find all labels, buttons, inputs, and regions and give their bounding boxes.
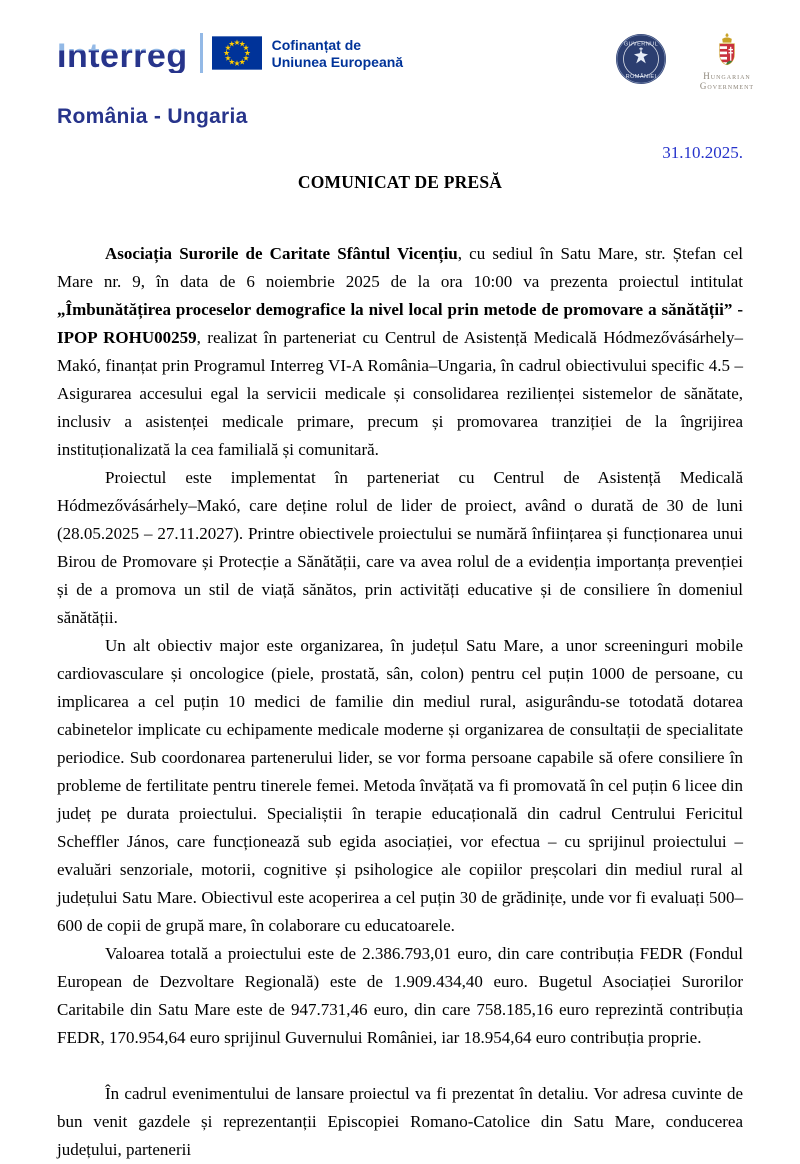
gov-romania-seal-icon (615, 33, 667, 85)
program-name: România - Ungaria (57, 105, 248, 128)
gov-hungary-label-line1: Hungarian (703, 71, 751, 81)
gov-hungary-arms-icon (715, 33, 739, 67)
eu-cofinance-label (272, 35, 403, 71)
intro-text-2: , realizat în parteneriat cu Centrul de Asistență Medicală Hódmezővásárhely–Makó, finanțat prin Programul Interreg VI-A România–Ungaria, în cadrul obiectivului specific 4.5 – Asigurarea accesului egal la servicii medicale și consolidarea rezilienței sistemelor de sănătate, inclusiv a asistenței medicale primare, precum și promovarea tranziției de la îngrijirea instituționalizată la cea familială și comunitară. (57, 328, 744, 459)
lockup-divider (200, 33, 203, 73)
interreg-eu-lockup (57, 33, 403, 73)
brand-row (57, 33, 765, 91)
document-content (0, 143, 800, 1164)
eu-flag-icon (212, 36, 262, 70)
organization-name: Asociația Surorile de Caritate Sfântul Vicențiu (105, 244, 458, 263)
gov-hungary-logo (691, 33, 763, 91)
government-logos (615, 33, 765, 91)
paragraph-launch-event: În cadrul evenimentului de lansare proiectul va fi prezentat în detaliu. Vor adresa cuvinte de bun venit gazdele și reprezentanții Episcopiei Romano-Catolice din Satu Mare, conducerea județului, partenerii (57, 1084, 743, 1159)
interreg-logo: Interreg (57, 33, 188, 73)
document-body (57, 240, 743, 1164)
paragraph-objectives: Un alt obiectiv major este organizarea, în județul Satu Mare, a unor screeninguri mobile cardiovasculare și oncologice (piele, prostată, sân, colon) pentru cel puțin 1000 de persoane, cu implicarea a cel puțin 10 medici de familie din mediul rural, asigurându-se totodată dotarea cabinetelor implicate cu echipamente medicale moderne și organizarea de consultații de specialitate periodice. Sub coordonarea partenerului lider, se vor forma persoane capabile să ofere consiliere în probleme de fertilitate pentru tinerele femei. Metoda învățată va fi promovată în cel puțin 6 licee din județ pe durata proiectului. Specialiștii în terapie educațională din cadrul Centrului Fericitul Scheffler János, care funcționează sub egida asociației, vor efectua – cu sprijinul proiectului – evaluări senzoriale, motorii, cognitive și psihologice ale copiilor preșcolari din mediul rural al județului Satu Mare. Obiectivul este acoperirea a cel puțin 30 de grădinițe, unde vor fi evaluați 500–600 de copii de grupă mare, în colaborare cu educatoarele. (57, 636, 743, 935)
paragraph-partnership: Proiectul este implementat în parteneriat cu Centrul de Asistență Medicală Hódmezővásárhely–Makó, care deține rolul de lider de proiect, având o durată de 30 de luni (28.05.2025 – 27.11.2027). Printre obiectivele proiectului se numără înființarea și funcționarea unui Birou de Promovare și Protecție a Sănătății, care va avea rolul de a evidenția importanța prevenției și de a promova un stil de viață sănătos, prin activități educative și de consiliere în domeniul sănătății. (57, 468, 743, 627)
document-date: 31.10.2025. (662, 143, 743, 162)
gov-romania-text-bottom: ROMÂNIEI (625, 74, 657, 80)
cofinance-line2: Uniunea Europeană (271, 54, 404, 70)
paragraph-budget: Valoarea totală a proiectului este de 2.386.793,01 euro, din care contribuția FEDR (Fondul European de Dezvoltare Regională) este de 1.909.434,40 euro. Bugetul Asociației Surorilor Caritabile din Satu Mare este de 947.731,46 euro, din care 758.185,16 euro reprezintă contribuția FEDR, 170.954,64 euro sprijinul Guvernului României, iar 18.954,64 euro contribuția proprie. (57, 944, 743, 1047)
gov-hungary-label (700, 71, 754, 91)
paragraph-intro (57, 240, 743, 464)
intro-text-1: , cu sediul în Satu Mare, str. Ștefan cel Mare nr. 9, în data de 6 noiembrie 2025 de la ora 10:00 va prezenta proiectul intitulat (57, 244, 743, 291)
project-title: „Îmbunătățirea proceselor demografice la nivel local prin metode de promovare a sănătății” - IPOP ROHU00259 (57, 300, 743, 347)
header (0, 0, 800, 129)
gov-romania-text-top: GUVERNUL (623, 41, 659, 48)
cofinance-line1: Cofinanțat de (271, 37, 362, 53)
gov-hungary-label-line2: Government (699, 81, 755, 91)
document-title: COMUNICAT DE PRESĂ (297, 172, 503, 192)
